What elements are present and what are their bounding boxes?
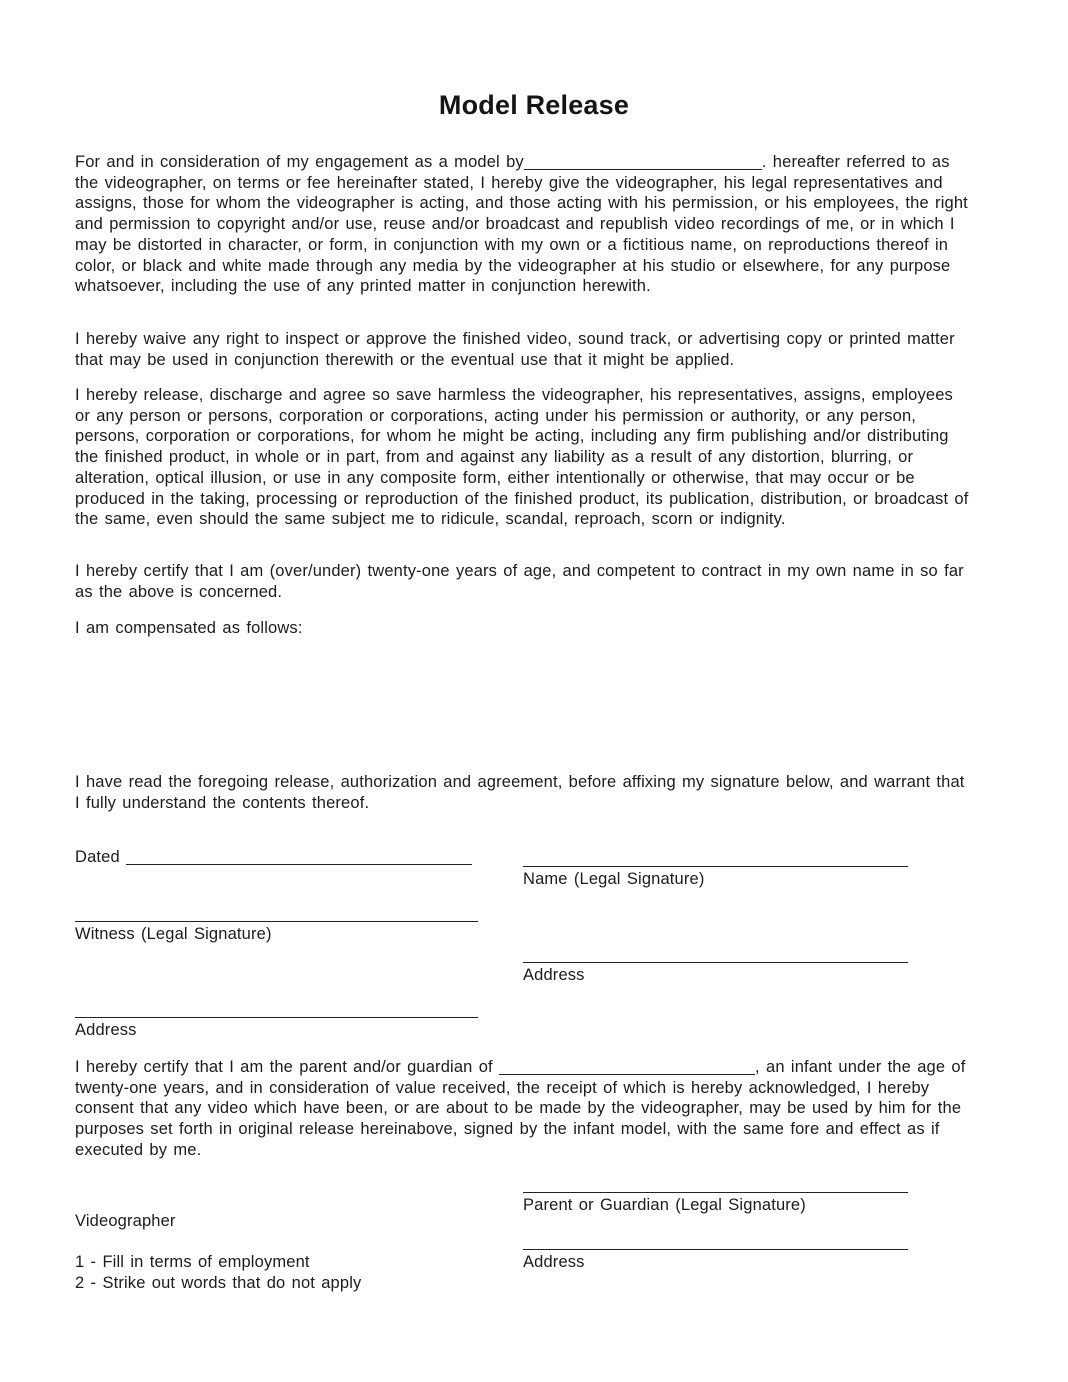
dated-field — [75, 847, 472, 868]
paragraph-compensation: I am compensated as follows: — [75, 619, 303, 637]
footnote-1: 1 - Fill in terms of employment — [75, 1253, 310, 1271]
address-left-label: Address — [75, 1021, 137, 1039]
document-title: Model Release — [438, 90, 630, 120]
videographer-label: Videographer — [75, 1212, 176, 1230]
address-right-line[interactable] — [523, 942, 908, 963]
name-signature-label: Name (Legal Signature) — [523, 870, 705, 888]
infant-name-blank[interactable] — [499, 1063, 755, 1075]
videographer-name-blank[interactable] — [524, 158, 762, 170]
name-signature-line[interactable] — [523, 846, 908, 867]
compensation-writein-space[interactable] — [75, 645, 971, 765]
paragraph-release: I hereby release, discharge and agree so save harmless the videographer, his representatives, assigns, employees or any person or persons, corporation or corporations, acting under his permission or authority, or any person, persons, corporation or corporations, for whom he might be acting, including any firm publishing and/or distributing the finished product, in whole or in part, from and against any liability as a result of any distortion, blurring, or alteration, optical illusion, or use in any composite form, either intentionally or otherwise, that may occur or be produced in the taking, processing or reproduction of the finished product, its publication, distribution, or broadcast of the same, even should the same subject me to ridicule, scandal, reproach, scorn or indignity. — [75, 386, 969, 529]
name-signature-field — [523, 846, 908, 890]
paragraph-acknowledgement: I have read the foregoing release, authorization and agreement, before affixing my signature below, and warrant that I fully understand the contents thereof. — [75, 773, 965, 812]
paragraph-engagement — [75, 152, 971, 297]
engagement-text-before: For and in consideration of my engagement as a model by — [75, 153, 524, 171]
address-left-line[interactable] — [75, 997, 478, 1018]
parent-guardian-signature-line[interactable] — [523, 1172, 908, 1193]
footnote-2: 2 - Strike out words that do not apply — [75, 1273, 362, 1292]
parent-guardian-signature-label: Parent or Guardian (Legal Signature) — [523, 1196, 806, 1214]
address-bottom-line[interactable] — [523, 1229, 908, 1250]
dated-label: Dated — [75, 848, 120, 866]
witness-signature-label: Witness (Legal Signature) — [75, 925, 272, 943]
paragraph-age-certification: I hereby certify that I am (over/under) twenty-one years of age, and competent to contract in my own name in so far as the above is concerned. — [75, 562, 964, 601]
paragraph-waiver: I hereby waive any right to inspect or approve the finished video, sound track, or advertising copy or printed matter that may be used in conjunction therewith or the eventual use that it might be applied. — [75, 330, 955, 369]
dated-line[interactable] — [126, 853, 472, 865]
witness-signature-line[interactable] — [75, 901, 478, 922]
parent-guardian-signature-field — [523, 1172, 908, 1216]
address-left-field — [75, 997, 478, 1041]
paragraph-guardian — [75, 1057, 971, 1161]
witness-signature-field — [75, 901, 478, 945]
address-bottom-field — [523, 1229, 908, 1273]
guardian-text-before: I hereby certify that I am the parent and/or guardian of — [75, 1058, 500, 1076]
guardian-text-after: , an infant under the age of twenty-one years, and in consideration of value received, the receipt of which is hereby acknowledged, I hereby consent that any video which have been, or are about to be made by the videographer, may be used by him for the purposes set forth in original release hereinabove, signed by the infant model, with the same fore and effect as if executed by me. — [75, 1058, 966, 1159]
address-right-field — [523, 942, 908, 986]
engagement-text-after: . hereafter referred to as the videographer, on terms or fee hereinafter stated, I hereby give the videographer, his legal representatives and assigns, those for whom the videographer is acting, and those acting with his permission, or his employees, the right and permission to copyright and/or use, reuse and/or broadcast and republish video recordings of me, or in which I may be distorted in character, or form, in conjunction with my own or a fictitious name, on reproductions thereof in color, or black and white made through any media by the videographer at his studio or elsewhere, for any purpose whatsoever, including the use of any printed matter in conjunction herewith. — [75, 153, 968, 296]
address-bottom-label: Address — [523, 1253, 585, 1271]
footnotes — [75, 1252, 361, 1293]
address-right-label: Address — [523, 966, 585, 984]
